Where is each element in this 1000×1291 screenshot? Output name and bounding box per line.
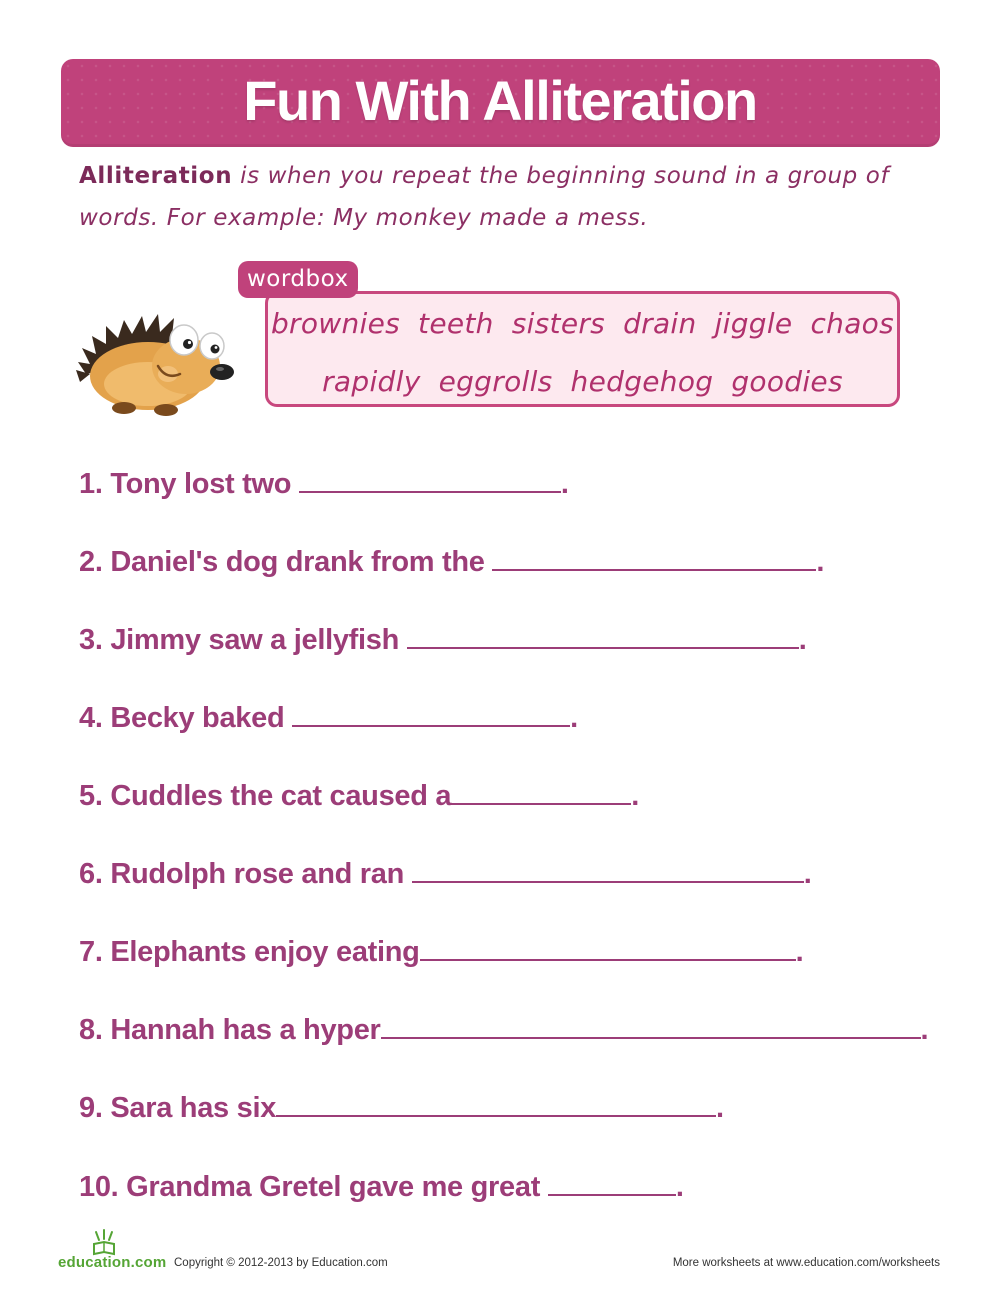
intro-term: Alliteration [79, 163, 233, 189]
wordbox [265, 291, 900, 407]
question-text: 4. Becky baked [79, 702, 293, 734]
word-rapidly: rapidly [322, 365, 421, 398]
word-eggrolls: eggrolls [438, 365, 553, 398]
intro-definition: is when you repeat the beginning sound in a group of words. For example: My monkey made a mess. [79, 163, 890, 231]
intro-paragraph [79, 155, 939, 239]
question-text: 1. Tony lost two [79, 468, 299, 500]
question-1 [79, 466, 569, 502]
answer-blank[interactable] [292, 701, 570, 727]
word-hedgehog: hedgehog [570, 365, 714, 398]
question-9 [79, 1090, 724, 1126]
question-end: . [631, 780, 640, 812]
word-sisters: sisters [511, 307, 606, 340]
answer-blank[interactable] [412, 857, 804, 883]
answer-blank[interactable] [381, 1013, 921, 1039]
word-goodies: goodies [731, 365, 843, 398]
answer-blank[interactable] [407, 623, 799, 649]
question-6 [79, 856, 812, 892]
question-end: . [795, 936, 804, 968]
answer-blank[interactable] [420, 935, 796, 961]
question-text: 2. Daniel's dog drank from the [79, 546, 493, 578]
question-text: 9. Sara has six [79, 1092, 277, 1124]
word-chaos: chaos [810, 307, 894, 340]
hedgehog-illustration [76, 304, 238, 420]
answer-blank[interactable] [451, 779, 631, 805]
question-end: . [803, 858, 812, 890]
wordbox-row-2 [268, 365, 897, 398]
question-3 [79, 622, 807, 658]
answer-blank[interactable] [299, 467, 561, 493]
question-end: . [560, 468, 569, 500]
question-end: . [675, 1171, 684, 1203]
question-5 [79, 778, 639, 814]
answer-blank[interactable] [492, 545, 816, 571]
answer-blank[interactable] [548, 1170, 676, 1196]
wordbox-row-1 [268, 307, 897, 340]
question-4 [79, 700, 578, 736]
word-jiggle: jiggle [714, 307, 793, 340]
footer-copyright: Copyright © 2012-2013 by Education.com [174, 1257, 388, 1269]
question-text: 3. Jimmy saw a jellyfish [79, 624, 407, 656]
question-text: 8. Hannah has a hyper [79, 1014, 381, 1046]
footer-more-link[interactable]: More worksheets at www.education.com/worksheets [672, 1257, 940, 1269]
question-7 [79, 934, 803, 970]
question-text: 10. Grandma Gretel gave me great [79, 1171, 548, 1203]
word-drain: drain [623, 307, 697, 340]
page-title: Fun With Alliteration [243, 69, 757, 132]
question-end: . [920, 1014, 929, 1046]
answer-blank[interactable] [276, 1091, 716, 1117]
footer-brand: education.com [58, 1254, 167, 1271]
question-end: . [816, 546, 825, 578]
wordbox-label: wordbox [238, 261, 358, 298]
question-2 [79, 544, 824, 580]
question-8 [79, 1012, 928, 1048]
question-text: 5. Cuddles the cat caused a [79, 780, 452, 812]
question-end: . [570, 702, 578, 734]
question-text: 7. Elephants enjoy eating [79, 936, 420, 968]
question-10 [79, 1169, 684, 1205]
question-text: 6. Rudolph rose and ran [79, 858, 412, 890]
question-end: . [716, 1092, 724, 1124]
question-end: . [798, 624, 807, 656]
word-brownies: brownies [270, 307, 401, 340]
word-teeth: teeth [418, 307, 494, 340]
